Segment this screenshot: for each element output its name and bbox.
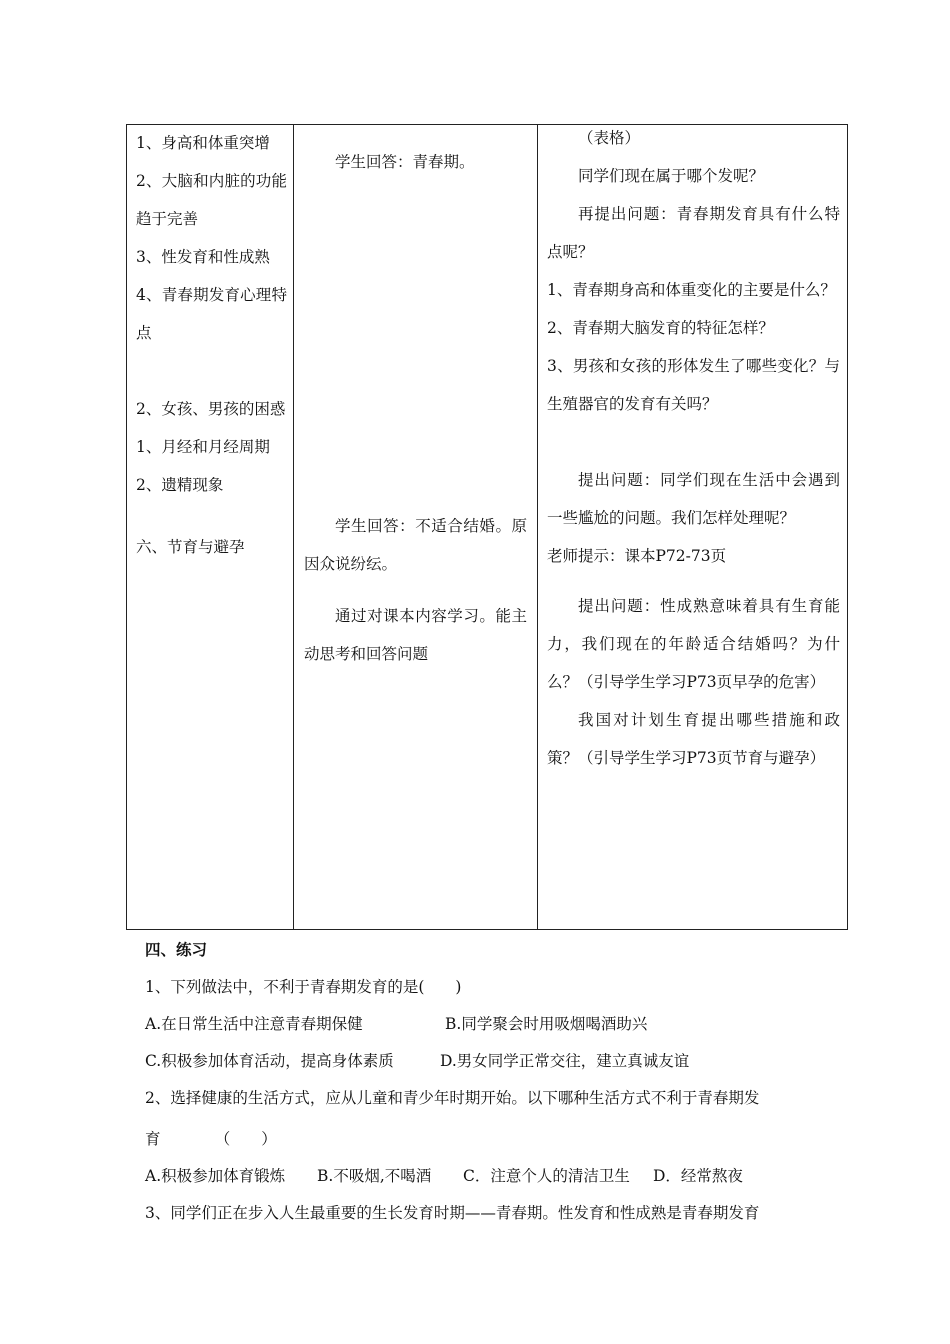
question-2-options: [145, 1158, 825, 1195]
section-heading: 四、练习: [145, 941, 208, 959]
content-item: 4、青春期发育心理特点: [136, 286, 287, 342]
teacher-activity-column: [538, 125, 848, 929]
question-1: 1、下列做法中，不利于青春期发育的是( ): [145, 978, 462, 996]
question-1-options-cd: [145, 1043, 825, 1080]
teacher-activity: 提出问题：性成熟意味着具有生育能力，我们现在的年龄适合结婚吗？为什么？（引导学生学习P73页早孕的危害）: [547, 597, 840, 691]
content-item: 1、身高和体重突增: [136, 134, 270, 152]
content-item: 2、女孩、男孩的困惑: [136, 400, 286, 418]
question-3: 3、同学们正在步入人生最重要的生长发育时期——青春期。性发育和性成熟是青春期发育: [145, 1204, 760, 1222]
teacher-activity: 1、青春期身高和体重变化的主要是什么？: [547, 281, 836, 299]
content-item: 2、遗精现象: [136, 476, 224, 494]
teacher-activity: 再提出问题：青春期发育具有什么特点呢？: [547, 205, 840, 261]
exercise-section: [145, 932, 825, 1232]
option-b: B.不吸烟,不喝酒: [317, 1167, 432, 1185]
option-a: A.积极参加体育锻炼: [145, 1167, 286, 1185]
content-column: [127, 125, 293, 929]
teacher-activity: 2、青春期大脑发育的特征怎样？: [547, 319, 774, 337]
option-c: C．注意个人的清洁卫生: [463, 1167, 630, 1185]
option-d: D.男女同学正常交往，建立真诚友谊: [440, 1052, 690, 1070]
content-item: 3、性发育和性成熟: [136, 248, 270, 266]
spacer: [136, 352, 287, 390]
content-item: 2、大脑和内脏的功能趋于完善: [136, 172, 287, 228]
option-c: C.积极参加体育活动，提高身体素质: [145, 1052, 394, 1070]
option-a: A.在日常生活中注意青春期保健: [145, 1015, 363, 1033]
teacher-activity: （表格）: [578, 129, 641, 147]
lesson-table: [126, 124, 848, 930]
question-1-options-ab: [145, 1006, 825, 1043]
option-d: D．经常熬夜: [653, 1167, 743, 1185]
teacher-activity: 老师提示：课本P72-73页: [547, 547, 727, 565]
teacher-activity: 提出问题：同学们现在生活中会遇到一些尴尬的问题。我们怎样处理呢？: [547, 471, 840, 527]
student-activity: 通过对课本内容学习。能主动思考和回答问题: [304, 607, 527, 663]
teacher-activity: 我国对计划生育提出哪些措施和政策？（引导学生学习P73页节育与避孕）: [547, 711, 840, 767]
student-activity-column: [294, 125, 537, 929]
question-2-continued: 育 （ ）: [145, 1130, 277, 1148]
teacher-activity: 3、男孩和女孩的形体发生了哪些变化？与生殖器官的发育有关吗？: [547, 357, 840, 413]
content-item: 1、月经和月经周期: [136, 438, 270, 456]
student-activity: 学生回答：青春期。: [335, 153, 475, 171]
content-item: 六、节育与避孕: [136, 538, 245, 556]
option-b: B.同学聚会时用吸烟喝酒助兴: [445, 1015, 648, 1033]
student-activity: 学生回答：不适合结婚。原因众说纷纭。: [304, 517, 527, 573]
question-2: 2、选择健康的生活方式，应从儿童和青少年时期开始。以下哪种生活方式不利于青春期发: [145, 1089, 760, 1107]
teacher-activity: 同学们现在属于哪个发呢？: [578, 167, 765, 185]
